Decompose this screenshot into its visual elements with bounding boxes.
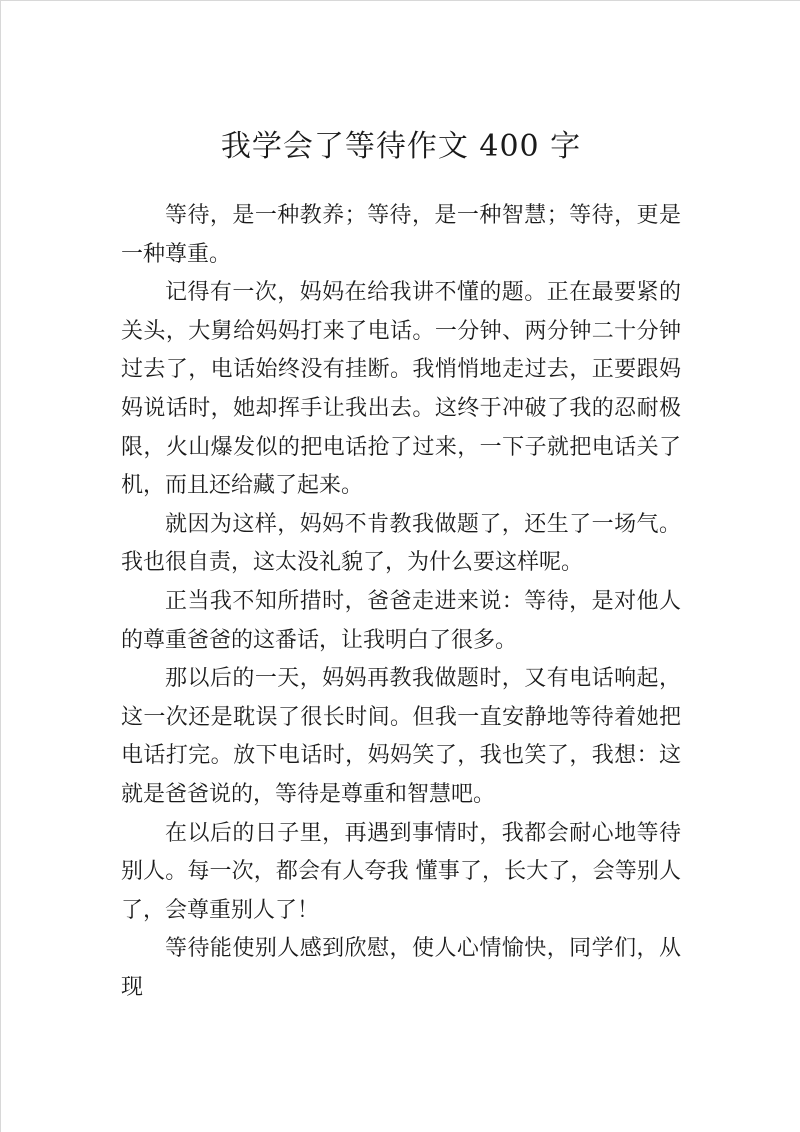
paragraph: 正当我不知所措时，爸爸走进来说：等待，是对他人的尊重爸爸的这番话，让我明白了很多。 [121, 588, 681, 653]
paragraph: 就因为这样，妈妈不肯教我做题了，还生了一场气。我也很自责，这太没礼貌了，为什么要这样呢。 [121, 511, 681, 576]
paragraph: 在以后的日子里，再遇到事情时，我都会耐心地等待别人。每一次，都会有人夸我 懂事了，长大了，会等别人了，会尊重别人了！ [121, 820, 681, 923]
paragraph: 等待，是一种教养；等待，是一种智慧；等待，更是一种尊重。 [121, 203, 681, 267]
document-body [121, 197, 681, 1007]
paragraph: 记得有一次，妈妈在给我讲不懂的题。正在最要紧的关头，大舅给妈妈打来了电话。一分钟、两分钟二十分钟过去了，电话始终没有挂断。我悄悄地走过去，正要跟妈妈说话时，她却挥手让我出去。这终于冲破了我的忍耐极限，火山爆发似的把电话抢了过来，一下子就把电话关了机，而且还给藏了起来。 [121, 280, 681, 499]
paragraph: 等待能使别人感到欣慰，使人心情愉快，同学们，从现 [121, 936, 681, 1000]
document-title: 我学会了等待作文 400 字 [220, 129, 582, 164]
paragraph: 那以后的一天，妈妈再教我做题时，又有电话响起，这一次还是耽误了很长时间。但我一直安静地等待着她把电话打完。放下电话时，妈妈笑了，我也笑了，我想：这就是爸爸说的，等待是尊重和智慧吧。 [121, 666, 681, 807]
